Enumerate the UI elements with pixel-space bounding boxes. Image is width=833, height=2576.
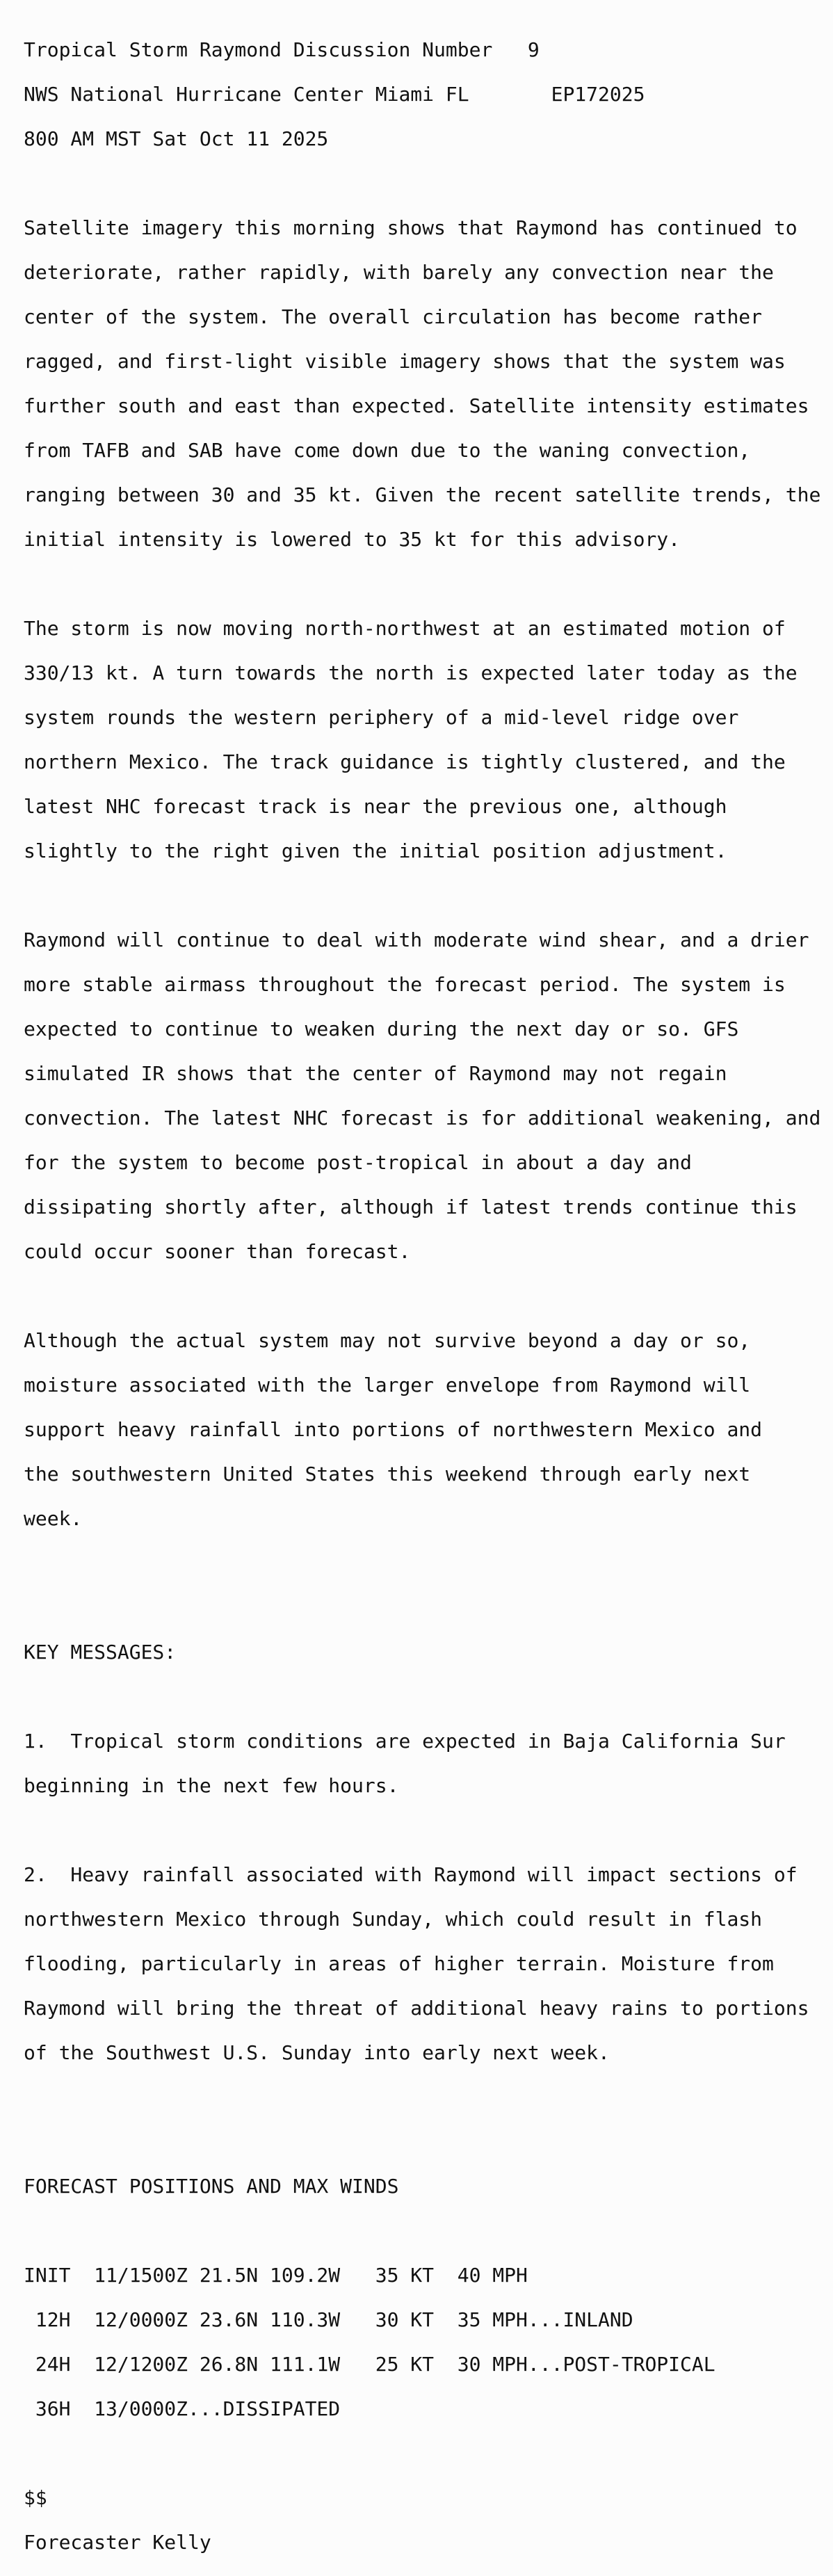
paragraph-3-line: Raymond will continue to deal with moderate wind shear, and a drier: [24, 928, 809, 951]
blank-line: [24, 1819, 833, 1842]
blank-line: [24, 885, 833, 907]
paragraph-3-line: for the system to become post-tropical in about a day and: [24, 1151, 692, 1174]
key-message-1-line: 1. Tropical storm conditions are expected in Baja California Sur: [24, 1730, 786, 1753]
paragraph-1-line: ragged, and first-light visible imagery shows that the system was: [24, 350, 786, 373]
paragraph-1-line: deteriorate, rather rapidly, with barely any convection near the: [24, 261, 774, 284]
key-messages-heading: KEY MESSAGES:: [24, 1641, 177, 1664]
paragraph-3-line: could occur sooner than forecast.: [24, 1240, 411, 1263]
paragraph-3-line: convection. The latest NHC forecast is for additional weakening, and: [24, 1106, 821, 1129]
paragraph-1-line: initial intensity is lowered to 35 kt for this advisory.: [24, 528, 681, 551]
paragraph-4-line: the southwestern United States this weekend through early next: [24, 1463, 751, 1486]
paragraph-4-line: support heavy rainfall into portions of northwestern Mexico and: [24, 1418, 763, 1441]
forecast-row: INIT 11/1500Z 21.5N 109.2W 35 KT 40 MPH: [24, 2264, 528, 2287]
paragraph-2-line: northern Mexico. The track guidance is tightly clustered, and the: [24, 750, 786, 773]
paragraph-1-line: further south and east than expected. Satellite intensity estimates: [24, 394, 809, 417]
paragraph-3-line: more stable airmass throughout the forecast period. The system is: [24, 973, 786, 996]
paragraph-1-line: center of the system. The overall circulation has become rather: [24, 305, 763, 328]
blank-line: [24, 1597, 833, 1619]
paragraph-2-line: 330/13 kt. A turn towards the north is expected later today as the: [24, 661, 798, 684]
blank-line: [24, 1285, 833, 1307]
blank-line: [24, 2442, 833, 2465]
key-message-2-line: northwestern Mexico through Sunday, which could result in flash: [24, 1908, 763, 1931]
header-title-line: Tropical Storm Raymond Discussion Number 9: [24, 38, 540, 61]
forecast-row: 36H 13/0000Z...DISSIPATED: [24, 2397, 341, 2420]
paragraph-1-line: from TAFB and SAB have come down due to the waning convection,: [24, 439, 751, 462]
header-office-line: NWS National Hurricane Center Miami FL EP172025: [24, 83, 645, 106]
key-message-2-line: 2. Heavy rainfall associated with Raymond will impact sections of: [24, 1863, 798, 1886]
paragraph-3-line: dissipating shortly after, although if latest trends continue this: [24, 1196, 798, 1218]
forecast-row: 12H 12/0000Z 23.6N 110.3W 30 KT 35 MPH...INLAND: [24, 2308, 633, 2331]
forecast-row: 24H 12/1200Z 26.8N 111.1W 25 KT 30 MPH...POST-TROPICAL: [24, 2353, 715, 2376]
paragraph-2-line: system rounds the western periphery of a mid-level ridge over: [24, 706, 739, 729]
forecast-heading: FORECAST POSITIONS AND MAX WINDS: [24, 2175, 399, 2198]
forecaster-signature: Forecaster Kelly: [24, 2531, 211, 2554]
paragraph-4-line: moisture associated with the larger envelope from Raymond will: [24, 1374, 751, 1396]
header-time-line: 800 AM MST Sat Oct 11 2025: [24, 127, 329, 150]
paragraph-2-line: latest NHC forecast track is near the previous one, although: [24, 795, 727, 818]
end-marker: $$: [24, 2486, 47, 2509]
paragraph-2-line: slightly to the right given the initial position adjustment.: [24, 839, 727, 862]
key-message-2-line: Raymond will bring the threat of additional heavy rains to portions: [24, 1997, 809, 2020]
key-message-1-line: beginning in the next few hours.: [24, 1774, 399, 1797]
paragraph-1-line: Satellite imagery this morning shows that Raymond has continued to: [24, 216, 798, 239]
blank-line: [24, 1552, 833, 1575]
paragraph-3-line: expected to continue to weaken during the next day or so. GFS: [24, 1017, 739, 1040]
blank-line: [24, 2086, 833, 2109]
blank-line: [24, 172, 833, 195]
blank-line: [24, 2220, 833, 2242]
key-message-2-line: flooding, particularly in areas of higher terrain. Moisture from: [24, 1952, 774, 1975]
paragraph-4-line: week.: [24, 1507, 83, 1530]
blank-line: [24, 1686, 833, 1708]
blank-line: [24, 573, 833, 595]
blank-line: [24, 2131, 833, 2153]
paragraph-3-line: simulated IR shows that the center of Raymond may not regain: [24, 1062, 727, 1085]
paragraph-1-line: ranging between 30 and 35 kt. Given the recent satellite trends, the: [24, 483, 821, 506]
paragraph-2-line: The storm is now moving north-northwest at an estimated motion of: [24, 617, 786, 640]
paragraph-4-line: Although the actual system may not survive beyond a day or so,: [24, 1329, 751, 1352]
key-message-2-line: of the Southwest U.S. Sunday into early next week.: [24, 2041, 610, 2064]
